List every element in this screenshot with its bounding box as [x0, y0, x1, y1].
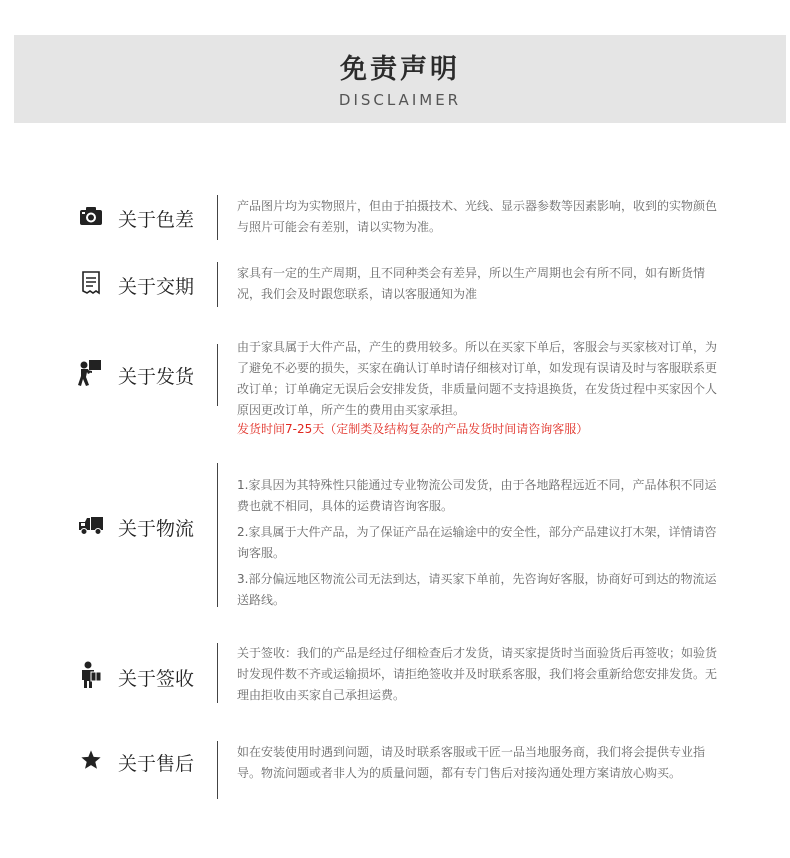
section-text: [237, 643, 725, 706]
package-receiver-icon: [78, 662, 104, 688]
page-title: 免责声明: [340, 54, 460, 85]
logistics-point: 3.部分偏远地区物流公司无法到达，请买家下单前，先咨询好客服，协商好可到达的物流运送路线。: [237, 572, 717, 607]
section-divider: [217, 643, 218, 703]
section-title: 关于售后: [118, 753, 195, 775]
section-paragraph: 由于家具属于大件产品，产生的费用较多。所以在买家下单后，客服会与买家核对订单，为了避免不必要的损失，买家在确认订单时请仔细核对订单，如发现有误请及时与客服联系更改订单；订单确定无误后会安排发货，非质量问题不支持退换货，在发货过程中买家因个人原因更改订单，所产生的费用由买家承担。: [237, 340, 718, 417]
section-text: [237, 337, 725, 440]
section-title: 关于交期: [118, 276, 195, 298]
section-divider: [217, 195, 218, 240]
section-title: 关于签收: [118, 668, 195, 690]
section-paragraph: 如在安装使用时遇到问题，请及时联系客服或干匠一品当地服务商，我们将会提供专业指导。物流问题或者非人为的质量问题，都有专门售后对接沟通处理方案请放心购买。: [237, 745, 706, 780]
section-title: 关于物流: [118, 518, 195, 540]
logistics-point: 1.家具因为其特殊性只能通过专业物流公司发货，由于各地路程远近不同，产品体积不同运费也就不相同，具体的运费请咨询客服。: [237, 478, 717, 513]
page-subtitle: DISCLAIMER: [338, 91, 462, 109]
section-text: [237, 263, 725, 305]
shipping-time-note: 发货时间7-25天（定制类及结构复杂的产品发货时间请咨询客服）: [237, 422, 589, 436]
section-paragraph: 家具有一定的生产周期，且不同种类会有差异，所以生产周期也会有所不同，如有断货情况，我们会及时跟您联系，请以客服通知为准: [237, 266, 706, 301]
receipt-icon: [78, 270, 104, 296]
section-text: [237, 475, 725, 611]
star-icon: [78, 747, 104, 773]
delivery-person-icon: [78, 360, 104, 386]
section-divider: [217, 344, 218, 406]
section-divider: [217, 262, 218, 307]
section-divider: [217, 463, 218, 607]
section-divider: [217, 741, 218, 799]
section-paragraph: 关于签收：我们的产品是经过仔细检查后才发货，请买家提货时当面验货后再签收；如验货时发现件数不齐或运输损坏，请拒绝签收并及时联系客服，我们将会重新给您安排发货。无理由拒收由买家自己承担运费。: [237, 646, 718, 702]
logistics-point: 2.家具属于大件产品，为了保证产品在运输途中的安全性，部分产品建议打木架，详情请咨询客服。: [237, 525, 717, 560]
section-title: 关于发货: [118, 366, 195, 388]
section-text: [237, 196, 725, 238]
camera-icon: [78, 203, 104, 229]
section-text: [237, 742, 725, 784]
truck-icon: [78, 513, 104, 539]
disclaimer-banner: [14, 35, 786, 123]
section-paragraph: 产品图片均为实物照片，但由于拍摄技术、光线、显示器参数等因素影响，收到的实物颜色与照片可能会有差别，请以实物为准。: [237, 199, 718, 234]
section-title: 关于色差: [118, 209, 195, 231]
